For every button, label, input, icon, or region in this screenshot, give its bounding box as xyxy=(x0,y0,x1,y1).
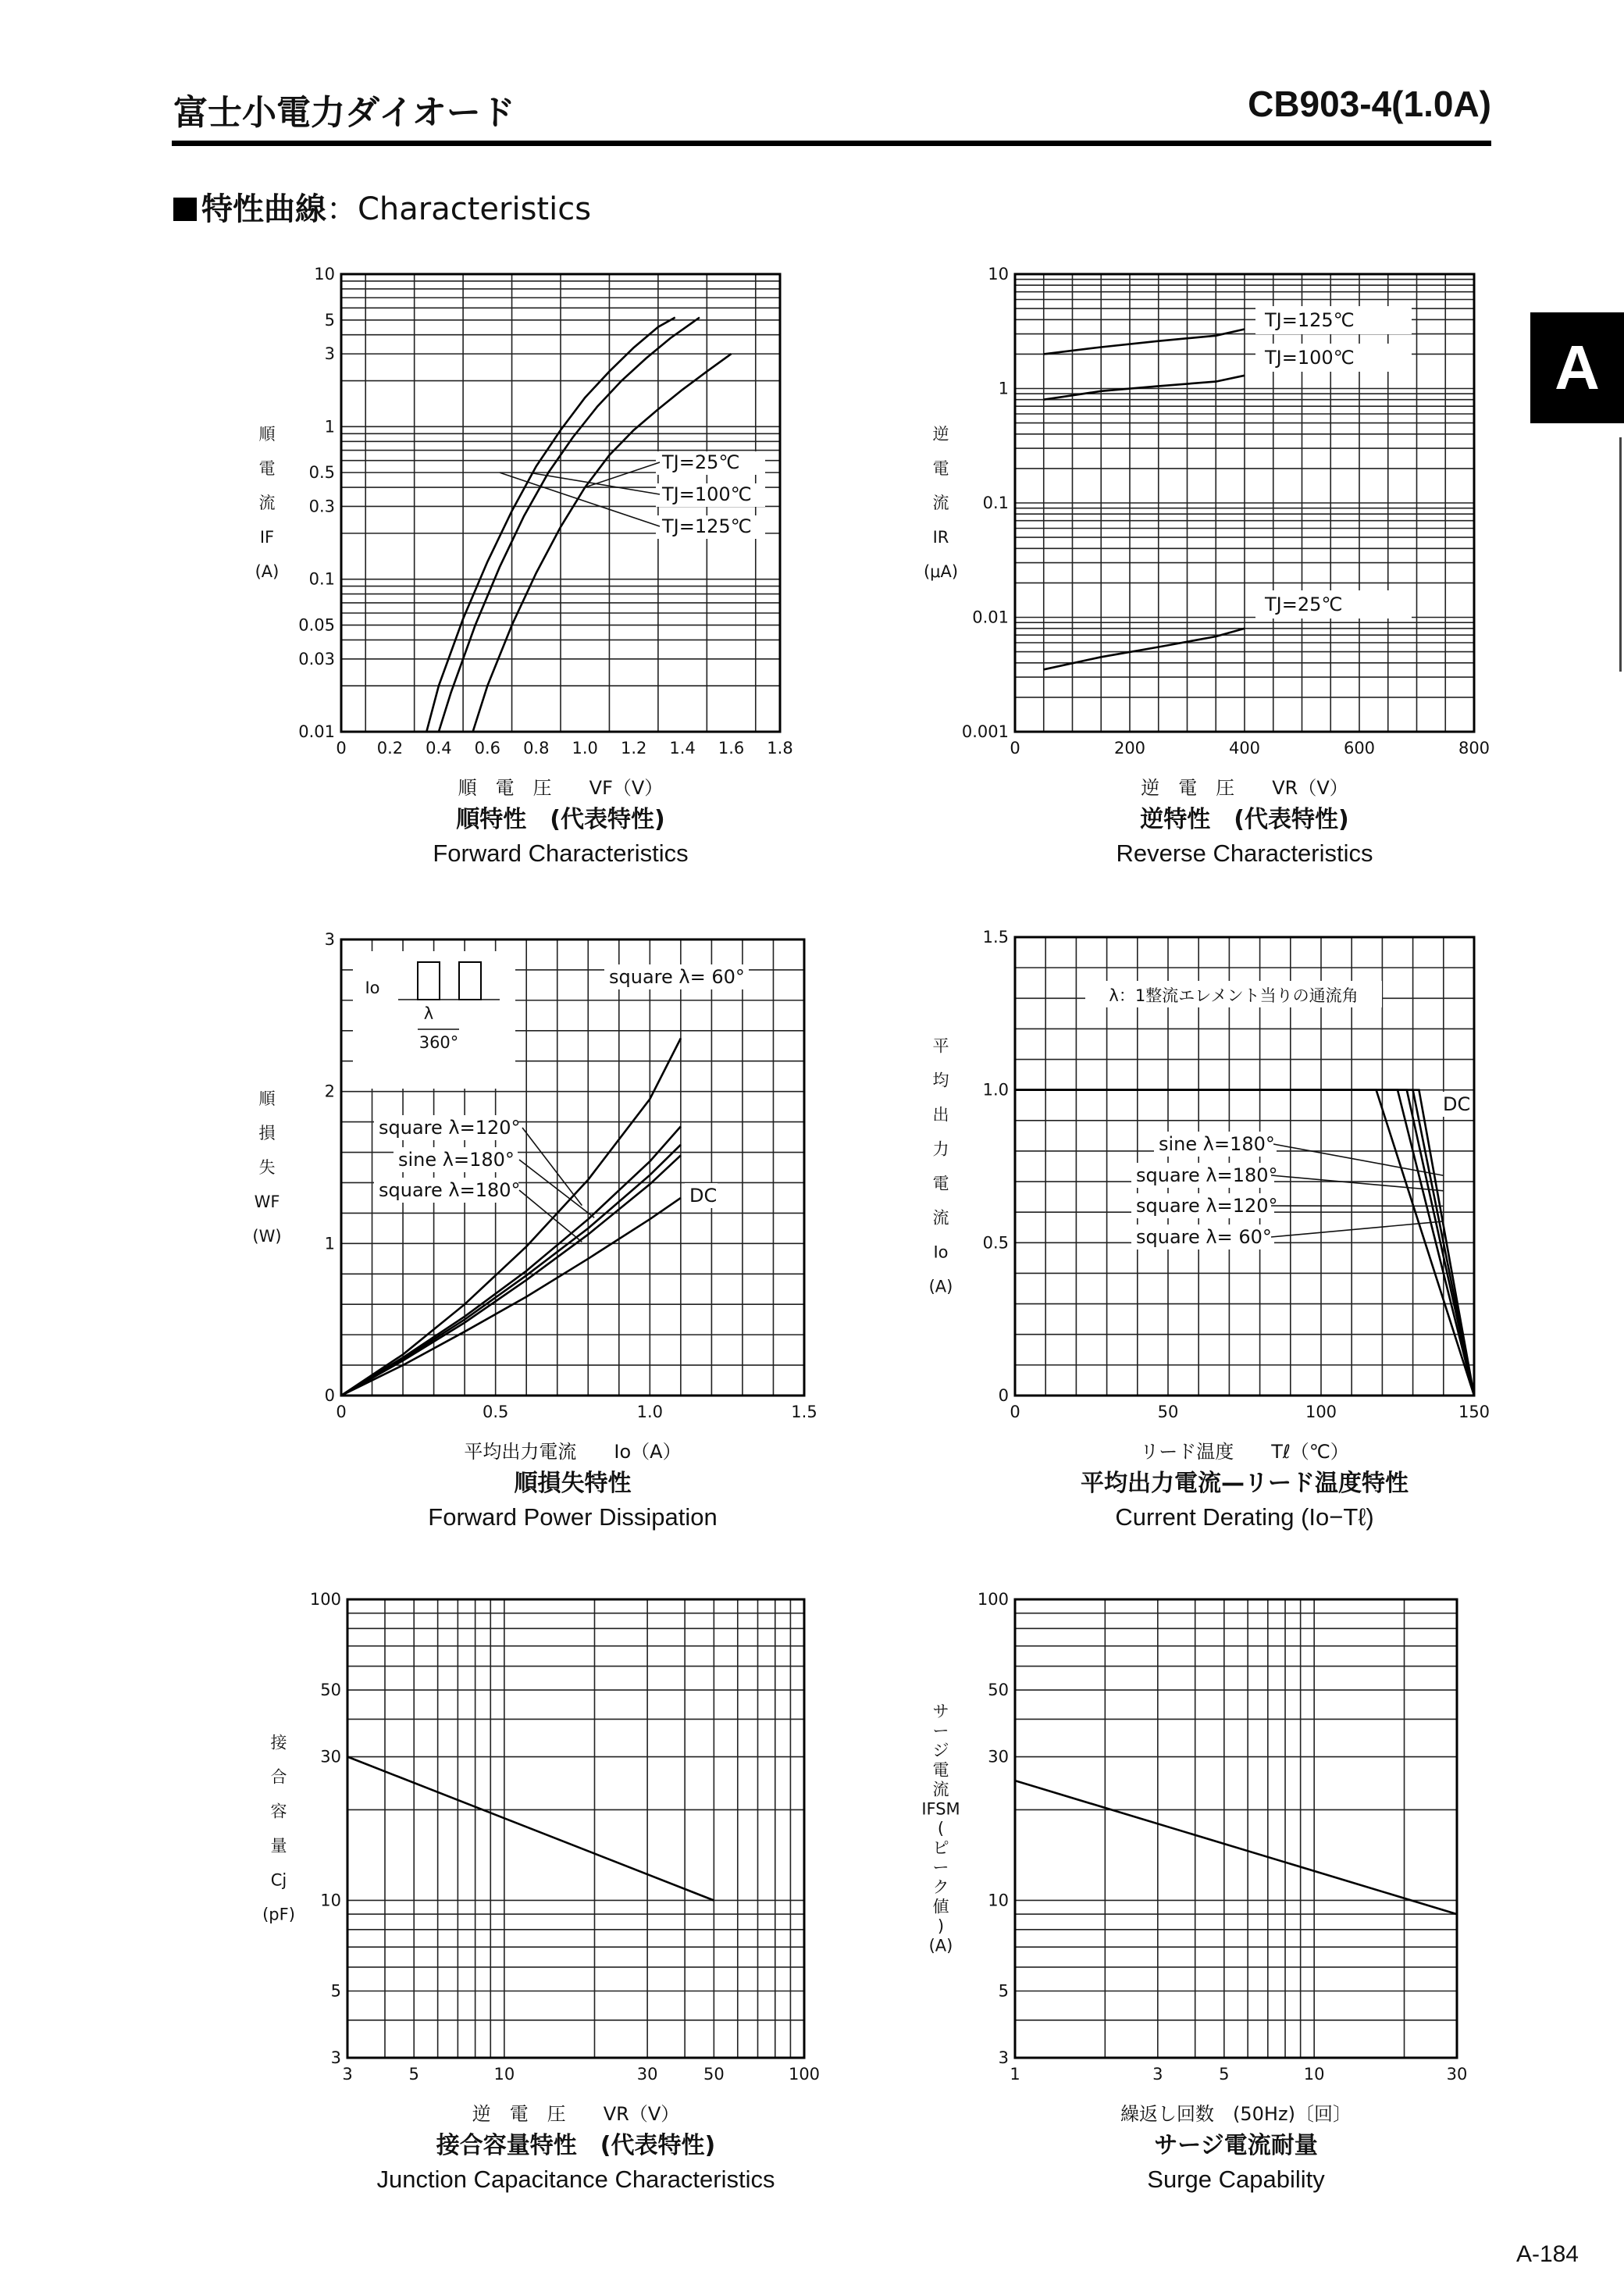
leader-line xyxy=(1271,1175,1444,1191)
y-tick-label: 1 xyxy=(324,1234,335,1253)
y-axis-label: IF xyxy=(259,528,275,547)
y-tick-label: 10 xyxy=(988,265,1009,283)
y-axis-label: 量 xyxy=(270,1836,287,1856)
plot-frame xyxy=(1015,1599,1457,2058)
y-tick-label: 3 xyxy=(330,2048,341,2067)
x-tick-label: 10 xyxy=(1303,2065,1325,2084)
y-axis-label: 流 xyxy=(258,494,276,512)
page-number: A-184 xyxy=(1515,2241,1579,2267)
x-tick-label: 0 xyxy=(1010,1403,1020,1421)
series-label: sine λ=180° xyxy=(1159,1133,1275,1155)
leader-line xyxy=(1273,1144,1444,1175)
x-tick-label: 0 xyxy=(1010,739,1020,758)
series-label: DC xyxy=(689,1185,718,1207)
series-line xyxy=(347,1757,714,1901)
x-tick-label: 3 xyxy=(342,2065,353,2084)
y-tick-label: 100 xyxy=(977,1590,1009,1609)
y-axis-label: 電 xyxy=(932,459,949,478)
y-axis-label: ー xyxy=(932,1721,949,1741)
header-title: 富士小電力ダイオード xyxy=(173,93,515,133)
y-axis-label: 順 xyxy=(258,425,276,444)
chart-title-jp: 順特性 (代表特性) xyxy=(456,806,665,833)
y-axis-label: (μA) xyxy=(923,562,959,581)
x-tick-label: 30 xyxy=(636,2065,658,2084)
leader-line xyxy=(1271,1221,1444,1237)
x-tick-label: 0.4 xyxy=(426,739,452,758)
inset-io-label: Io xyxy=(365,979,380,997)
y-axis-label: (A) xyxy=(255,562,280,581)
y-axis-label: 平 xyxy=(932,1036,949,1056)
x-tick-label: 1.6 xyxy=(718,739,745,758)
y-axis-label: (A) xyxy=(928,1936,953,1955)
chart-title-jp: 順損失特性 xyxy=(514,1470,632,1497)
x-tick-label: 50 xyxy=(703,2065,725,2084)
y-axis-label: 流 xyxy=(932,1208,949,1228)
x-axis-label: 順 電 圧 VF（V） xyxy=(458,777,664,799)
chart-capacitance xyxy=(262,1590,820,2193)
y-axis-label: IR xyxy=(932,528,949,547)
chart-title-en: Current Derating (Io−Tℓ) xyxy=(1115,1503,1374,1531)
y-tick-label: 5 xyxy=(324,310,335,330)
y-tick-label: 3 xyxy=(998,2048,1009,2067)
series-label: sine λ=180° xyxy=(398,1149,515,1171)
series-label: square λ=120° xyxy=(1136,1195,1278,1217)
y-tick-label: 1 xyxy=(998,379,1009,398)
x-tick-label: 800 xyxy=(1458,739,1490,758)
y-tick-label: 10 xyxy=(314,265,335,283)
y-tick-label: 30 xyxy=(988,1747,1009,1766)
y-axis-label: ( xyxy=(937,1819,945,1838)
y-tick-label: 0.5 xyxy=(308,463,335,483)
x-tick-label: 0.5 xyxy=(482,1403,509,1421)
y-axis-label: 失 xyxy=(258,1158,276,1177)
x-tick-label: 0.8 xyxy=(523,739,550,758)
chart-title-en: Surge Capability xyxy=(1147,2166,1325,2193)
x-axis-label: 逆 電 圧 VR（V） xyxy=(472,2103,680,2125)
x-tick-label: 1.0 xyxy=(636,1403,664,1421)
chart-forward xyxy=(255,265,793,867)
y-axis-label: 均 xyxy=(932,1071,949,1090)
x-tick-label: 0 xyxy=(336,739,347,758)
series-label: TJ=125℃ xyxy=(662,515,752,537)
series-label: square λ=180° xyxy=(379,1179,521,1201)
y-axis-label: (A) xyxy=(928,1277,953,1296)
y-tick-label: 0.001 xyxy=(961,722,1009,741)
y-tick-label: 50 xyxy=(320,1681,341,1700)
section-separator: ： xyxy=(326,191,358,227)
x-tick-label: 1 xyxy=(1010,2065,1020,2084)
x-axis-label: 逆 電 圧 VR（V） xyxy=(1141,777,1348,799)
y-axis-label: 電 xyxy=(932,1174,949,1193)
y-axis-label: 値 xyxy=(932,1897,949,1916)
chart-title-en: Forward Characteristics xyxy=(433,840,689,867)
y-tick-label: 3 xyxy=(324,344,335,364)
y-tick-label: 5 xyxy=(330,1981,341,2001)
y-tick-label: 30 xyxy=(320,1747,341,1766)
y-axis-label: Cj xyxy=(270,1870,287,1890)
y-tick-label: 10 xyxy=(988,1891,1009,1910)
y-axis-label: ) xyxy=(937,1916,945,1936)
chart-note: λ：1整流エレメント当りの通流角 xyxy=(1109,986,1359,1005)
y-tick-label: 0.01 xyxy=(298,722,335,741)
y-tick-label: 1.0 xyxy=(982,1080,1009,1100)
x-tick-label: 10 xyxy=(493,2065,515,2084)
y-axis-label: 順 xyxy=(258,1089,276,1108)
chart-title-en: Junction Capacitance Characteristics xyxy=(376,2166,775,2193)
y-tick-label: 1 xyxy=(324,417,335,437)
x-tick-label: 5 xyxy=(1219,2065,1230,2084)
x-tick-label: 50 xyxy=(1157,1403,1179,1421)
series-line xyxy=(426,318,675,733)
chart-title-en: Forward Power Dissipation xyxy=(428,1503,718,1531)
y-axis-label: Io xyxy=(933,1242,949,1262)
y-axis-label: WF xyxy=(254,1192,280,1211)
x-tick-label: 100 xyxy=(788,2065,821,2084)
y-tick-label: 0 xyxy=(998,1386,1009,1405)
series-label: square λ=180° xyxy=(1136,1164,1278,1186)
chart-surge xyxy=(921,1590,1467,2193)
y-axis-label: 流 xyxy=(932,1780,949,1799)
x-tick-label: 3 xyxy=(1152,2065,1163,2084)
y-tick-label: 0.03 xyxy=(298,649,335,668)
section-title-jp: 特性曲線 xyxy=(201,191,326,227)
chart-title-en: Reverse Characteristics xyxy=(1116,840,1373,867)
x-tick-label: 200 xyxy=(1113,739,1146,758)
series-line xyxy=(1015,1781,1457,1914)
inset-period-label: 360° xyxy=(418,1033,459,1052)
y-tick-label: 0.3 xyxy=(308,497,335,516)
y-axis-label: ー xyxy=(932,1858,949,1877)
y-tick-label: 50 xyxy=(988,1681,1009,1700)
series-label: TJ=25℃ xyxy=(662,451,740,473)
y-axis-label: 電 xyxy=(258,459,276,478)
x-axis-label: 繰返し回数 (50Hz)〔回〕 xyxy=(1120,2103,1352,2125)
series-line xyxy=(1044,330,1245,355)
y-tick-label: 0.1 xyxy=(308,569,335,589)
series-label: TJ=125℃ xyxy=(1265,309,1355,331)
x-tick-label: 1.8 xyxy=(767,739,793,758)
pulse-bar xyxy=(459,962,481,1000)
y-axis-label: 損 xyxy=(258,1124,276,1143)
x-tick-label: 150 xyxy=(1458,1403,1490,1421)
y-axis-label: 容 xyxy=(270,1802,287,1821)
y-tick-label: 100 xyxy=(309,1590,341,1609)
y-tick-label: 2 xyxy=(324,1082,335,1101)
x-axis-label: 平均出力電流 Io（A） xyxy=(464,1441,682,1463)
y-axis-label: (pF) xyxy=(262,1905,295,1924)
x-tick-label: 100 xyxy=(1305,1403,1337,1421)
y-tick-label: 1.5 xyxy=(982,928,1009,946)
series-label: square λ=120° xyxy=(379,1117,521,1139)
y-tick-label: 0.1 xyxy=(982,494,1009,512)
chart-power xyxy=(252,930,817,1531)
x-tick-label: 30 xyxy=(1446,2065,1468,2084)
series-label: DC xyxy=(1443,1093,1471,1115)
y-axis-label: (W) xyxy=(252,1227,282,1246)
x-tick-label: 1.0 xyxy=(572,739,598,758)
y-tick-label: 0.05 xyxy=(298,615,335,635)
x-tick-label: 600 xyxy=(1343,739,1376,758)
y-tick-label: 0.5 xyxy=(982,1233,1009,1253)
x-tick-label: 0 xyxy=(336,1403,347,1421)
y-axis-label: 力 xyxy=(932,1139,949,1159)
y-axis-label: 接 xyxy=(270,1733,287,1752)
chart-title-jp: 接合容量特性 (代表特性) xyxy=(436,2132,716,2159)
leader-line xyxy=(522,1128,582,1206)
y-axis-label: ピ xyxy=(932,1838,949,1858)
x-tick-label: 1.2 xyxy=(620,739,647,758)
y-axis-label: 流 xyxy=(932,494,949,512)
x-tick-label: 1.5 xyxy=(791,1403,817,1421)
part-number: CB903-4(1.0A) xyxy=(1248,84,1491,124)
y-axis-label: ク xyxy=(932,1877,949,1897)
x-tick-label: 0.2 xyxy=(376,739,404,758)
inset-lambda-label: λ xyxy=(423,1004,434,1023)
x-axis-label: リード温度 Tℓ（℃） xyxy=(1140,1441,1349,1463)
x-tick-label: 1.4 xyxy=(669,739,696,758)
pulse-bar xyxy=(418,962,440,1000)
y-axis-label: 逆 xyxy=(932,425,949,444)
x-tick-label: 400 xyxy=(1228,739,1261,758)
section-title-en: Characteristics xyxy=(358,191,592,227)
y-axis-label: サ xyxy=(932,1702,949,1721)
plot-frame xyxy=(347,1599,804,2058)
y-axis-label: IFSM xyxy=(921,1799,960,1819)
chart-title-jp: 逆特性 (代表特性) xyxy=(1140,806,1349,833)
y-tick-label: 0 xyxy=(324,1386,335,1405)
series-label: TJ=25℃ xyxy=(1265,594,1343,615)
y-axis-label: 電 xyxy=(932,1760,949,1780)
x-tick-label: 5 xyxy=(408,2065,419,2084)
y-axis-label: 合 xyxy=(270,1767,287,1787)
series-label: square λ= 60° xyxy=(1136,1226,1272,1248)
y-tick-label: 5 xyxy=(998,1981,1009,2001)
chart-title-jp: 平均出力電流—リード温度特性 xyxy=(1081,1470,1409,1497)
series-line xyxy=(1044,376,1245,400)
y-tick-label: 0.01 xyxy=(972,608,1009,627)
chart-title-jp: サージ電流耐量 xyxy=(1154,2132,1318,2159)
y-tick-label: 3 xyxy=(324,930,335,949)
y-tick-label: 10 xyxy=(320,1891,341,1910)
y-axis-label: 出 xyxy=(932,1105,949,1125)
x-tick-label: 0.6 xyxy=(474,739,501,758)
y-axis-label: ジ xyxy=(932,1741,949,1760)
series-label: TJ=100℃ xyxy=(1265,347,1355,369)
chart-reverse xyxy=(924,265,1490,867)
series-label: TJ=100℃ xyxy=(662,483,752,505)
index-tab: A xyxy=(1530,312,1624,423)
series-label: square λ= 60° xyxy=(609,966,745,988)
chart-derating xyxy=(929,928,1490,1531)
